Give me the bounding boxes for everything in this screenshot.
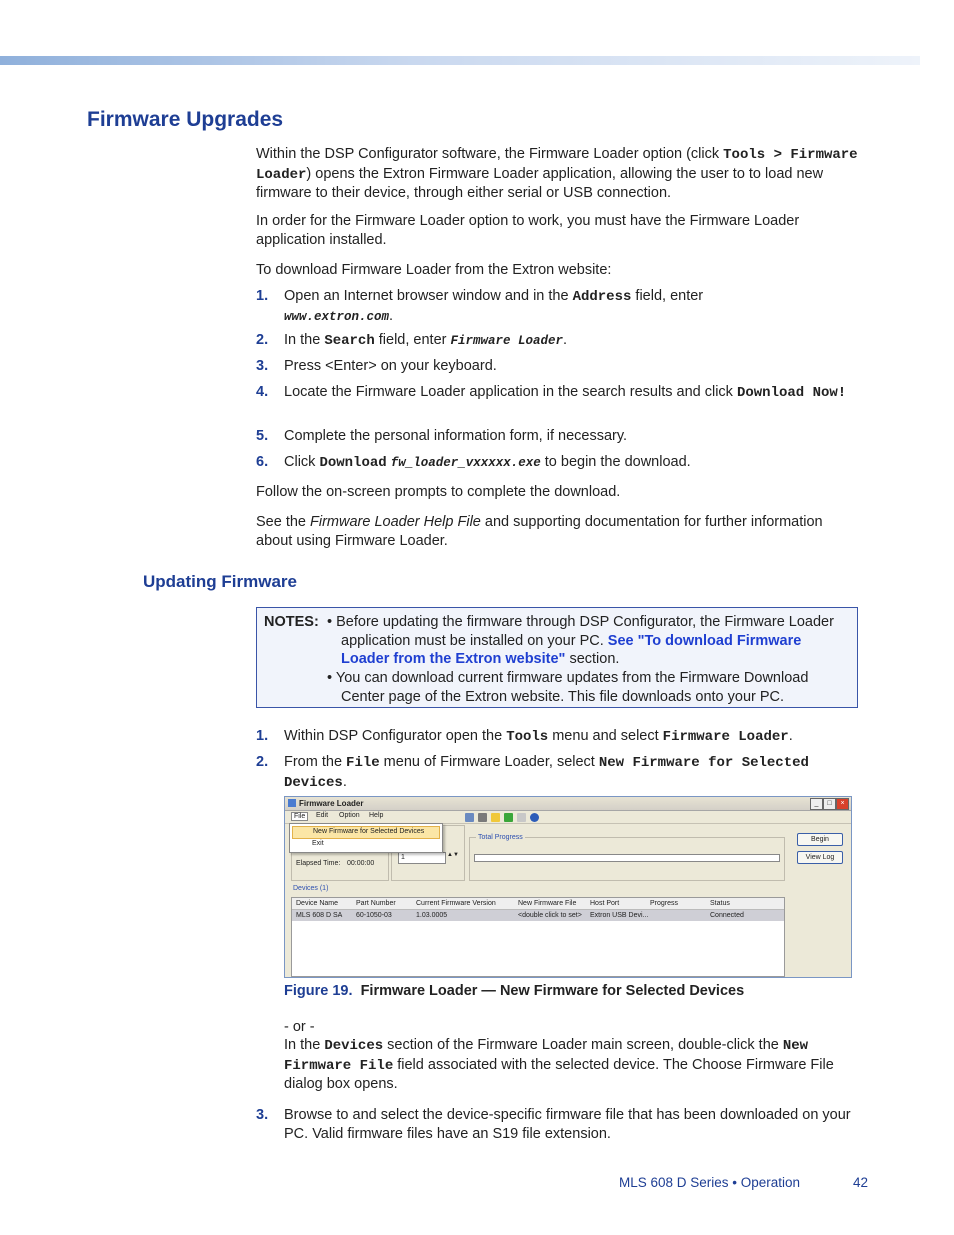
minimize-icon[interactable]: _: [810, 798, 823, 810]
download-step-1: 1. Open an Internet browser window and in the Address field, enter www.extron.com.: [256, 288, 704, 324]
update-step-3: 3. Browse to and select the device-specific firmware file that has been downloaded on your PC. Valid firmware files have an S19 file extension.: [256, 1107, 851, 1142]
device-count-spinner[interactable]: 1: [398, 852, 446, 864]
grid-header: Device Name Part Number Current Firmware Version New Firmware File Host Port Progress Status: [292, 898, 784, 910]
update-step-2: 2. From the File menu of Firmware Loader, select New Firmware for Selected Devices.: [256, 754, 809, 791]
menu-help[interactable]: Help: [369, 812, 384, 819]
menu-edit[interactable]: Edit: [316, 812, 329, 819]
menu-option[interactable]: Option: [339, 812, 360, 819]
time-panel: Elapsed Time: 00:00:00: [291, 825, 389, 881]
folder-icon[interactable]: [491, 813, 500, 822]
intro-paragraph-1: Within the DSP Configurator software, the Firmware Loader option (click Tools > Firmware Loader) opens the Extron Firmware Loader application, allowing the user to to load new firmware to their device, through either serial or USB connection.: [256, 146, 858, 201]
download-step-6: 6. Click Download fw_loader_vxxxxx.exe to begin the download.: [256, 454, 691, 471]
notes-box: NOTES: • Before updating the firmware through DSP Configurator, the Firmware Loader application must be installed on your PC. See "To download Firmware Loader from the Extron website" section. • You can download current firmware updates from the Firmware Download Center page of the Extron website. This file downloads onto your PC.: [256, 607, 858, 708]
devices-grid: [291, 897, 785, 977]
download-step-5: 5. Complete the personal information form, if necessary.: [256, 428, 628, 444]
page-heading: Firmware Upgrades: [87, 108, 284, 131]
intro-paragraph-2: In order for the Firmware Loader option to work, you must have the Firmware Loader application installed.: [256, 213, 800, 248]
figure-caption: Figure 19. Firmware Loader — New Firmware for Selected Devices: [284, 983, 745, 999]
page-number: 42: [853, 1175, 869, 1190]
close-icon[interactable]: ×: [836, 798, 849, 810]
note-bullet-1: • Before updating the firmware through DSP Configurator, the Firmware Loader application must be installed on your PC. See "To download Firmware Loader from the Extron website" section.: [327, 614, 834, 667]
footer-series: MLS 608 D Series • Operation: [619, 1175, 801, 1190]
header-gradient-bar: [0, 56, 920, 65]
table-row[interactable]: MLS 608 D SA 60-1050-03 1.03.0005 <double click to set> Extron USB Devi... Connected: [292, 910, 784, 921]
total-progress-bar: [474, 854, 780, 862]
toolbar: [465, 813, 541, 823]
extron-url: www.extron.com: [284, 309, 390, 324]
section-subheading: Updating Firmware: [143, 572, 297, 591]
menu-item-exit[interactable]: Exit: [312, 840, 324, 847]
update-step-1: 1. Within DSP Configurator open the Tools menu and select Firmware Loader.: [256, 728, 793, 745]
begin-button[interactable]: Begin: [797, 833, 843, 846]
download-step-2: 2. In the Search field, enter Firmware Loader.: [256, 332, 568, 349]
menu-item-new-firmware[interactable]: New Firmware for Selected Devices: [292, 826, 440, 839]
maximize-icon[interactable]: □: [823, 798, 836, 810]
follow-paragraph: Follow the on-screen prompts to complete the download.: [256, 484, 621, 500]
log-icon[interactable]: [517, 813, 526, 822]
download-step-4: 4. Locate the Firmware Loader application in the search results and click Download Now!: [256, 384, 847, 401]
note-bullet-2: • You can download current firmware updates from the Firmware Download Center page of the Extron website. This file downloads onto your PC.: [327, 670, 809, 705]
download-step-3: 3. Press <Enter> on your keyboard.: [256, 358, 497, 374]
view-log-button[interactable]: View Log: [797, 851, 843, 864]
port-icon[interactable]: [478, 813, 487, 822]
or-separator: - or -: [284, 1019, 315, 1035]
app-icon: [288, 799, 296, 807]
spinner-arrows-icon[interactable]: ▲▼: [447, 852, 459, 858]
see-paragraph: See the Firmware Loader Help File and supporting documentation for further information about using Firmware Loader.: [256, 514, 823, 549]
menu-file[interactable]: File: [291, 812, 308, 821]
total-progress-group: Total Progress: [469, 837, 785, 881]
firmware-loader-screenshot: [284, 796, 852, 978]
window-titlebar: Firmware Loader _ □ ×: [285, 797, 851, 811]
devices-group-label: Devices (1): [293, 885, 329, 892]
begin-icon[interactable]: [504, 813, 513, 822]
see-download-link[interactable]: See "To download Firmware Loader from the Extron website": [341, 632, 802, 667]
menu-path-code: Tools > Firmware Loader: [256, 147, 858, 183]
file-menu-dropdown: [289, 823, 443, 853]
help-icon[interactable]: [530, 813, 539, 822]
refresh-icon[interactable]: [465, 813, 474, 822]
intro-paragraph-3: To download Firmware Loader from the Extron website:: [256, 262, 612, 278]
alternative-paragraph: In the Devices section of the Firmware Loader main screen, double-click the New Firmware File field associated with the selected device. The Choose Firmware File dialog box opens.: [284, 1037, 834, 1092]
